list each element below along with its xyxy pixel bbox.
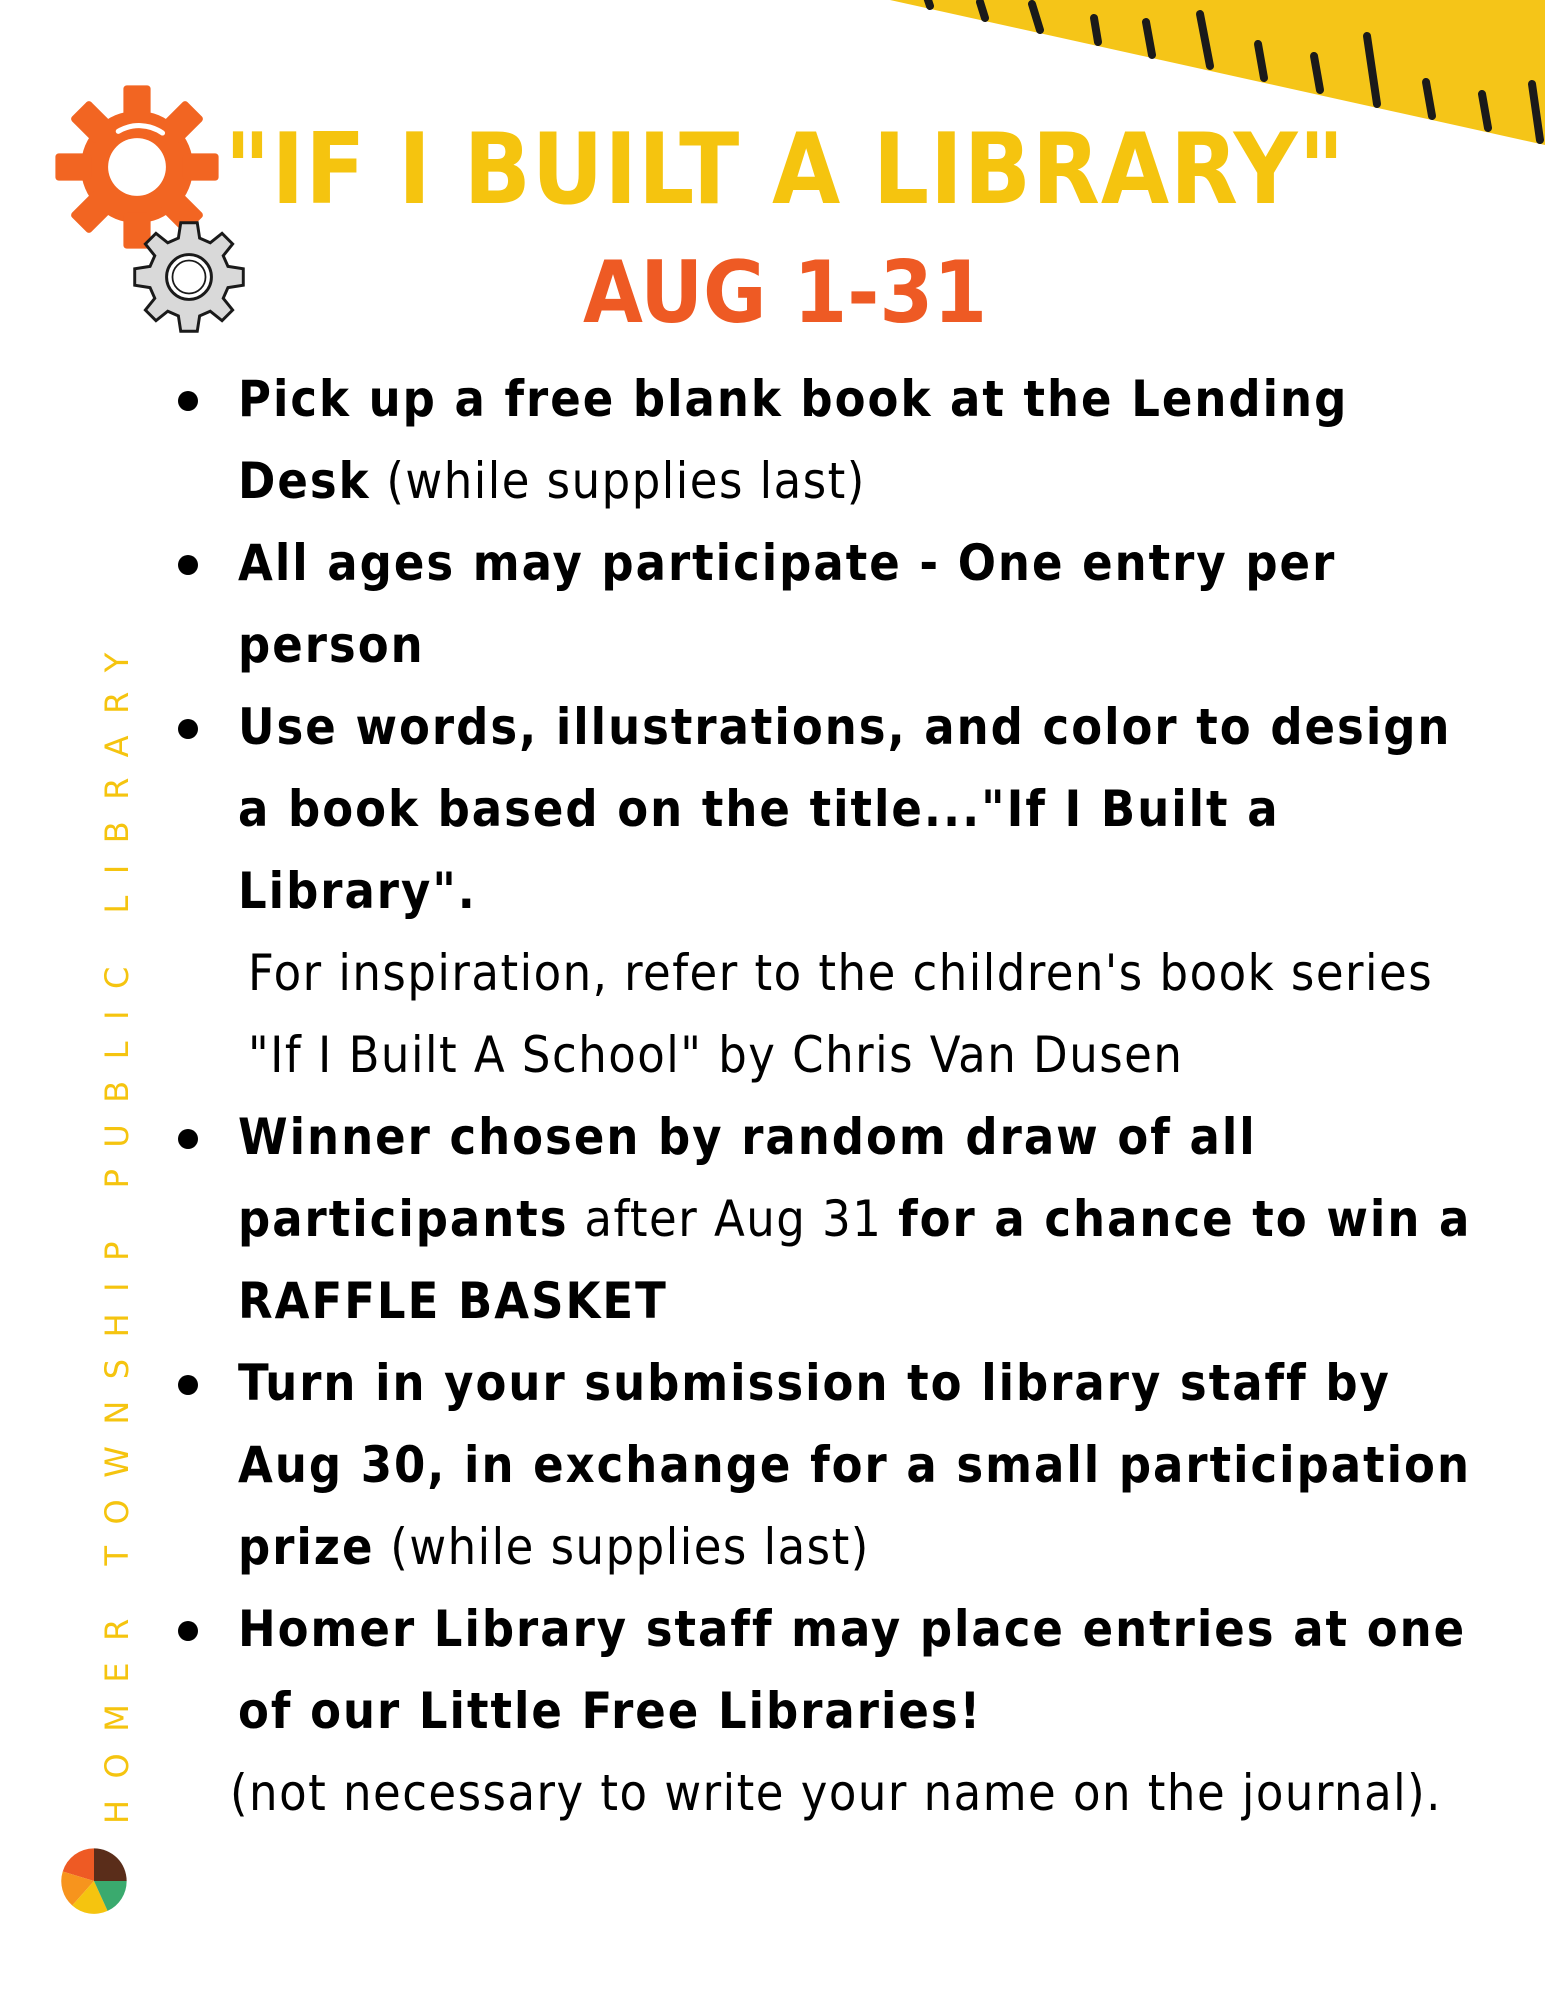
list-item bbox=[172, 1096, 1492, 1342]
item-text-normal: after Aug 31 bbox=[568, 1190, 899, 1248]
library-name-vertical: HOMER TOWNSHIP PUBLIC LIBRARY bbox=[98, 631, 136, 1824]
bullet-icon bbox=[178, 391, 198, 411]
page-title: "IF I BUILT A LIBRARY" bbox=[224, 113, 1346, 227]
library-logo-icon bbox=[60, 1847, 128, 1915]
item-text-bold-2: for a chance to win a RAFFLE BASKET bbox=[238, 1190, 1472, 1330]
list-item bbox=[172, 522, 1492, 686]
bullet-icon bbox=[178, 1375, 198, 1395]
item-text-bold: Winner chosen by random draw of all participants bbox=[238, 1108, 1257, 1248]
instructions-list bbox=[172, 358, 1492, 1834]
item-text-normal: (while supplies last) bbox=[370, 452, 866, 510]
item-text-bold: Pick up a free blank book at the Lending Desk bbox=[238, 370, 1349, 510]
item-text-normal: (while supplies last) bbox=[374, 1518, 870, 1576]
item-text-bold: Use words, illustrations, and color to design a book based on the title..."If I Built a Library". bbox=[238, 698, 1452, 920]
item-note: For inspiration, refer to the children's book series "If I Built A School" by Chris Van Dusen bbox=[248, 944, 1434, 1084]
item-text-bold: Homer Library staff may place entries at one of our Little Free Libraries! bbox=[238, 1600, 1467, 1740]
bullet-icon bbox=[178, 1621, 198, 1641]
bullet-icon bbox=[178, 719, 198, 739]
list-item bbox=[172, 358, 1492, 522]
list-item bbox=[172, 1342, 1492, 1588]
list-item bbox=[172, 686, 1492, 1096]
item-text-bold: Turn in your submission to library staff by Aug 30, in exchange for a small participation prize bbox=[238, 1354, 1471, 1576]
item-note: (not necessary to write your name on the journal). bbox=[230, 1764, 1442, 1822]
bullet-icon bbox=[178, 555, 198, 575]
item-text-bold: All ages may participate - One entry per person bbox=[238, 534, 1337, 674]
list-item bbox=[172, 1588, 1492, 1834]
bullet-icon bbox=[178, 1129, 198, 1149]
date-range: AUG 1-31 bbox=[582, 243, 988, 343]
